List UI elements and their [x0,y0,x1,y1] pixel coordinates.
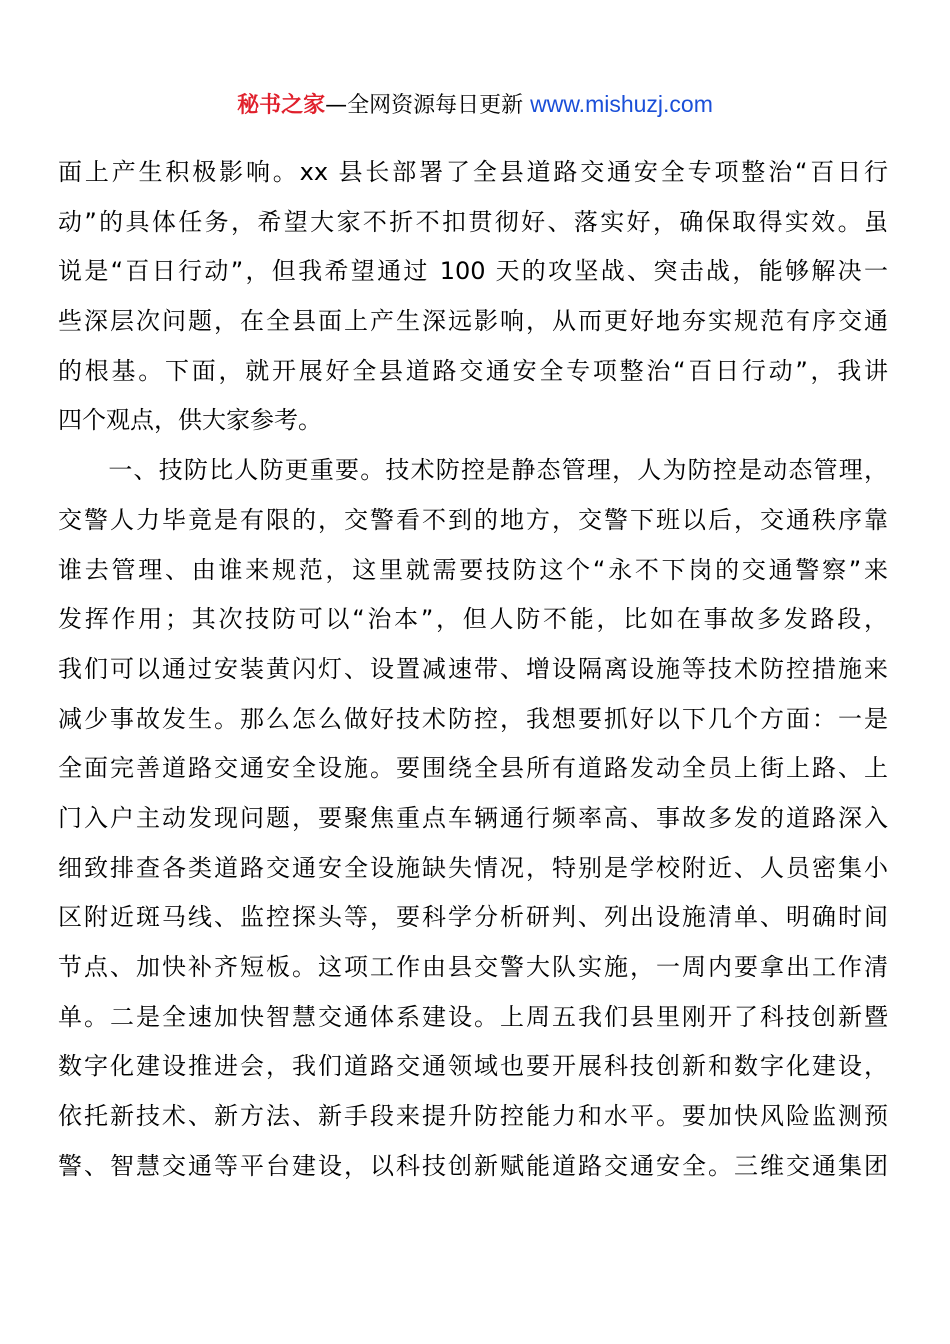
text-line: 数字化建设推进会，我们道路交通领域也要开展科技创新和数字化建设， [58,1052,888,1081]
brand-name: 秘书之家 [237,93,326,118]
text-line: 说是“百日行动”，但我希望通过 100 天的攻坚战、突击战，能够解决一 [58,257,888,286]
site-url-link[interactable]: www.mishuzj.com [530,91,713,117]
text-line: 细致排查各类道路交通安全设施缺失情况，特别是学校附近、人员密集小 [58,853,888,882]
text-line: 交警人力毕竟是有限的，交警看不到的地方，交警下班以后，交通秩序靠 [58,505,888,534]
text-line: 依托新技术、新方法、新手段来提升防控能力和水平。要加快风险监测预 [58,1102,888,1131]
text-line: 的根基。下面，就开展好全县道路交通安全专项整治“百日行动”，我讲 [58,356,888,385]
text-line: 谁去管理、由谁来规范，这里就需要技防这个“永不下岗的交通警察”来 [58,555,888,584]
text-line: 节点、加快补齐短板。这项工作由县交警大队实施，一周内要拿出工作清 [58,953,888,981]
text-line: 全面完善道路交通安全设施。要围绕全县所有道路发动全员上街上路、上 [58,754,888,783]
text-line: 门入户主动发现问题，要聚焦重点车辆通行频率高、事故多发的道路深入 [58,803,888,832]
text-line: 警、智慧交通等平台建设，以科技创新赋能道路交通安全。三维交通集团 [58,1151,888,1180]
header-tagline: —全网资源每日更新 [325,93,531,118]
paragraph-start-line: 一、技防比人防更重要。技术防控是静态管理，人为防控是动态管理， [58,456,888,485]
text-line: 动”的具体任务，希望大家不折不扣贯彻好、落实好，确保取得实效。虽 [58,207,888,236]
text-line: 面上产生积极影响。xx 县长部署了全县道路交通安全专项整治“百日行 [58,158,888,186]
document-body [58,148,888,1191]
text-line: 四个观点，供大家参考。 [58,406,322,435]
watermark-header [0,86,950,124]
text-line: 减少事故发生。那么怎么做好技术防控，我想要抓好以下几个方面：一是 [58,704,888,733]
text-line: 些深层次问题，在全县面上产生深远影响，从而更好地夯实规范有序交通 [58,307,888,336]
text-line: 我们可以通过安装黄闪灯、设置减速带、增设隔离设施等技术防控措施来 [58,654,888,683]
text-line: 区附近斑马线、监控探头等，要科学分析研判、列出设施清单、明确时间 [58,903,888,932]
text-line: 发挥作用；其次技防可以“治本”，但人防不能，比如在事故多发路段， [58,605,888,634]
text-line: 单。二是全速加快智慧交通体系建设。上周五我们县里刚开了科技创新暨 [58,1002,888,1031]
